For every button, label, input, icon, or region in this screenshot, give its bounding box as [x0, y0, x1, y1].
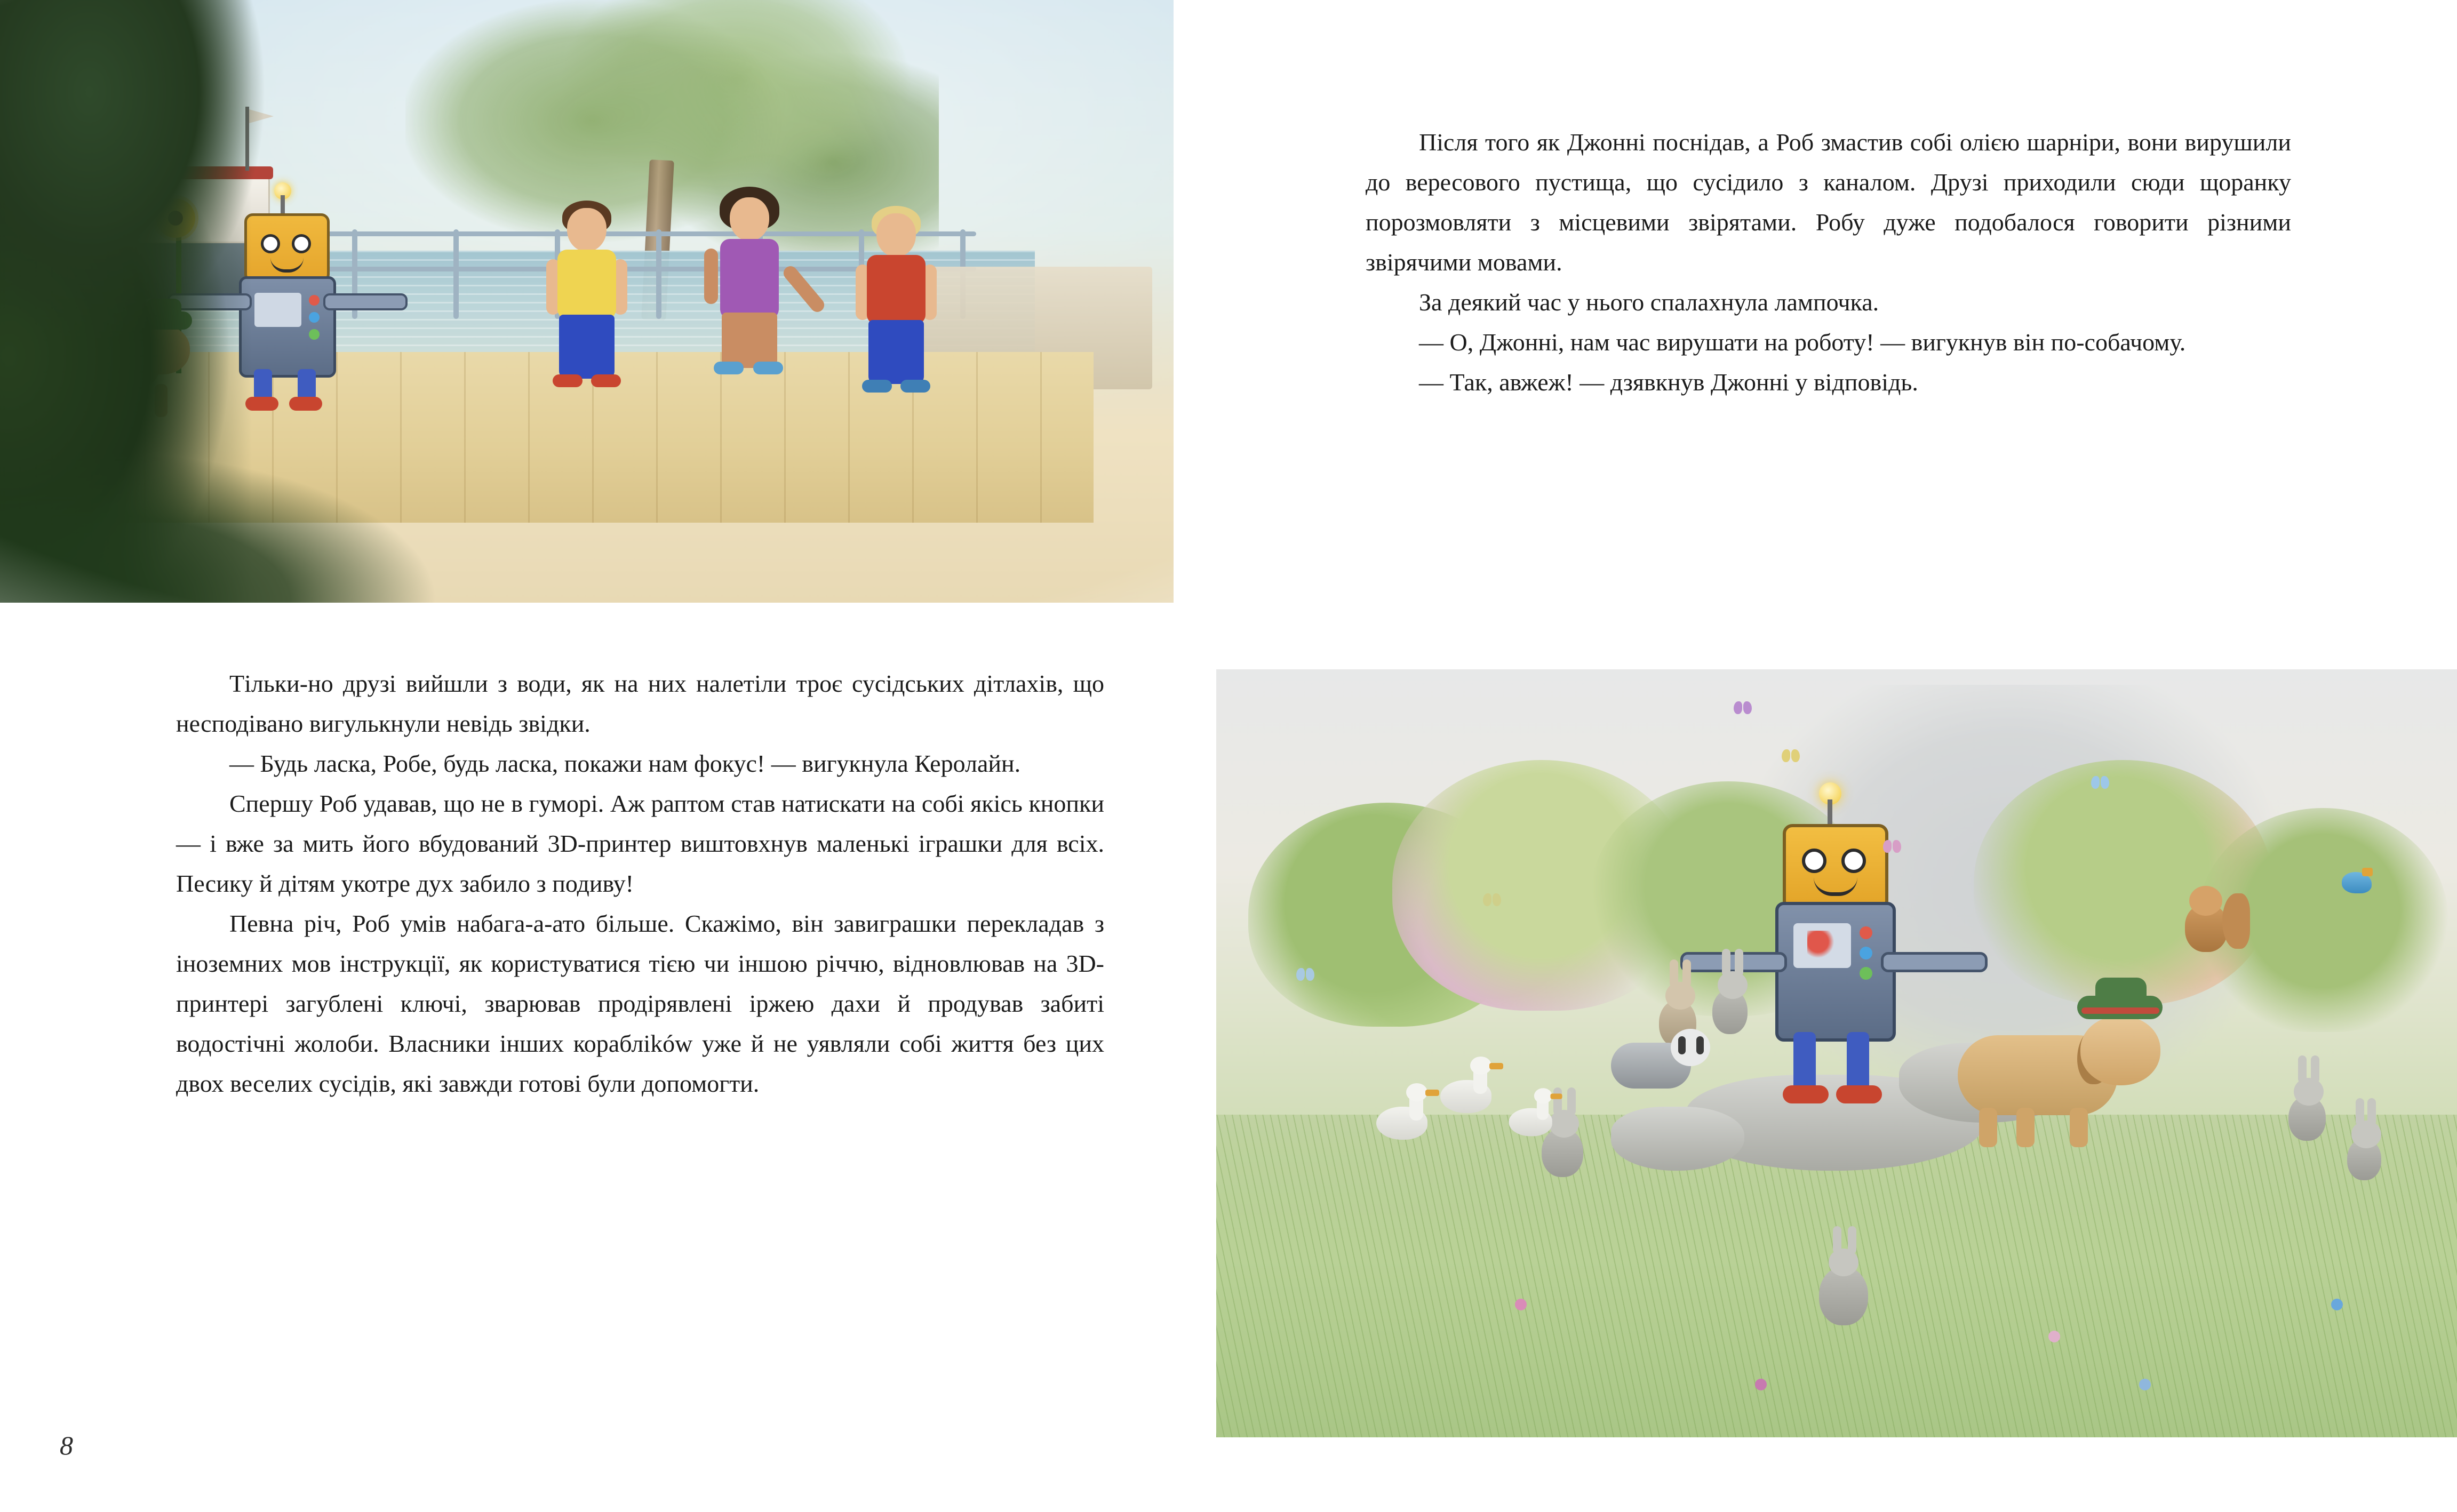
paragraph: Певна річ, Роб умів набага-а-ато більше. Скажімо, він завиграшки перекладав з іноземних мов інструкції, як користуватися тією чи іншою річчю, відновлював на 3D-принтері загублені ключі, зварював продірявлені іржею дахи й продував забиті водостічні жолоби. Власники інших кораблików уже й не уявляли собі життя без цих двох веселих сусідів, які завжди готові були допомогти.: [176, 909, 1104, 1097]
robot-leg-right: [1847, 1032, 1869, 1091]
butterfly-icon: [1734, 701, 1752, 714]
robot-shoe-right: [1836, 1085, 1882, 1103]
robot-head: [1783, 824, 1888, 910]
robot-leg-left: [1793, 1032, 1816, 1091]
child-dress: [720, 239, 779, 319]
child-shoe-right: [900, 380, 930, 393]
page-number: 8: [60, 1430, 73, 1460]
paragraph: — О, Джонні, нам час вирушати на роботу! — вигукнув він по-собачому.: [1419, 328, 2186, 356]
duck-icon: [1509, 1094, 1559, 1138]
child-shirt: [557, 250, 616, 319]
duck-icon: [1376, 1091, 1435, 1142]
paragraph: Після того як Джонні поснідав, а Роб змастив собі олією шарніри, вони вирушили до вересового пустища, що сусідило з каналом. Друзі приходили сюди щоранку порозмовляти з місцевими звірятами. Робу дуже подобалося говорити різними звірячими мовами.: [1366, 129, 2291, 276]
bluebird-beak-icon: [2362, 868, 2373, 876]
child-shoe-left: [553, 374, 583, 387]
rabbit-head: [1718, 971, 1748, 999]
robot-button-green: [1860, 967, 1872, 980]
flower-icon: [1755, 1379, 1767, 1390]
duck-head: [1406, 1083, 1427, 1101]
child-head: [567, 208, 607, 252]
rabbit-icon: [1712, 989, 1748, 1034]
rabbit-icon: [1819, 1267, 1868, 1325]
rabbit-ear: [2311, 1055, 2319, 1083]
dog-leg: [2070, 1108, 2088, 1147]
robot-arm-right: [1881, 952, 1988, 972]
badger-face-stripe: [1678, 1036, 1686, 1054]
duck-head: [1470, 1057, 1491, 1075]
duck-beak: [1550, 1094, 1562, 1099]
squirrel-tail: [2222, 893, 2250, 949]
duck-head: [1534, 1088, 1552, 1103]
railing-post: [656, 229, 661, 319]
paragraph: — Будь ласка, Робе, будь ласка, покажи нам фокус! — вигукнула Керолайн.: [229, 749, 1021, 777]
duck-beak: [1489, 1063, 1503, 1069]
child-boy-blond: [853, 213, 939, 395]
child-shirt: [867, 255, 926, 324]
right-page-text: [1366, 123, 2291, 403]
dog-leg: [1979, 1108, 1997, 1147]
illustration-heath-animals-scene: [1216, 669, 2457, 1437]
rabbit-ear: [2356, 1098, 2364, 1126]
paragraph: — Так, авжеж! — дзявкнув Джонні у відповідь.: [1419, 368, 1918, 396]
robot-body: [1775, 902, 1896, 1042]
child-shoe-right: [591, 374, 621, 387]
dog-hat-band: [2081, 1007, 2159, 1014]
duck-icon: [1440, 1064, 1499, 1115]
child-shorts: [868, 320, 924, 384]
rabbit-icon: [2288, 1096, 2326, 1141]
rabbit-head: [2294, 1078, 2324, 1106]
robot-button-red: [1860, 926, 1872, 939]
robot-antenna-icon: [1828, 799, 1832, 826]
butterfly-icon: [1883, 840, 1901, 853]
child-head: [876, 213, 916, 257]
dog-leg: [2016, 1108, 2035, 1147]
squirrel-icon: [2171, 883, 2251, 963]
dog-head: [2080, 1016, 2160, 1085]
illustration-background: [1216, 669, 2457, 1437]
flower-icon: [2048, 1331, 2060, 1342]
rabbit-ear: [1722, 949, 1730, 977]
illustration-canal-deck-scene: [0, 0, 1174, 603]
robot-eye-right: [1841, 849, 1866, 873]
butterfly-icon: [1296, 968, 1314, 981]
flower-icon: [1515, 1299, 1527, 1310]
stone-icon: [1611, 1107, 1744, 1171]
left-page-text: [176, 664, 1104, 1104]
rabbit-head: [1665, 982, 1695, 1010]
paragraph: Спершу Роб удавав, що не в гуморі. Аж раптом став натискати на собі якісь кнопки — і вже за мить його вбудований 3D-принтер виштовхнув маленькі іграшки для всіх. Песику й дітям укотре дух забило з подиву!: [176, 789, 1104, 897]
dog-johnny: [1947, 984, 2182, 1160]
flower-icon: [2331, 1299, 2343, 1310]
left-page: [0, 0, 1228, 1512]
rabbit-head: [2351, 1121, 2381, 1148]
butterfly-icon: [1483, 893, 1501, 906]
robot-mouth: [1814, 877, 1857, 896]
rabbit-ear: [1833, 1226, 1841, 1254]
butterfly-icon: [1782, 749, 1800, 762]
paragraph: Тільки-но друзі вийшли з води, як на них налетіли троє сусідських дітлахів, що несподівано вигулькнули невідь звідки.: [176, 670, 1104, 737]
foliage-dark-bottom: [0, 421, 608, 603]
illustration-background: [0, 0, 1174, 603]
robot-arm-left: [1680, 952, 1787, 972]
child-head: [730, 197, 769, 241]
robot-shoe-left: [1783, 1085, 1829, 1103]
child-shoe-left: [714, 362, 744, 374]
butterfly-icon: [2091, 776, 2109, 789]
rabbit-ear: [2367, 1098, 2376, 1126]
robot-paint-splash: [1807, 931, 1834, 958]
child-legs: [722, 313, 777, 368]
badger-face-stripe: [1696, 1036, 1704, 1054]
child-girl-caroline: [704, 197, 795, 389]
rabbit-ear: [2298, 1055, 2307, 1083]
squirrel-head: [2189, 886, 2222, 916]
rabbit-icon: [2347, 1139, 2381, 1180]
child-arm-left: [704, 249, 718, 304]
paragraph: За деякий час у нього спалахнула лампочка.: [1419, 288, 1879, 316]
child-shoe-left: [862, 380, 892, 393]
badger-icon: [1611, 1021, 1712, 1096]
rabbit-ear: [1670, 959, 1678, 987]
child-shorts: [559, 315, 615, 379]
child-boy-curly: [544, 208, 629, 395]
robot-button-blue: [1860, 947, 1872, 959]
child-shoe-right: [753, 362, 783, 374]
duck-beak: [1425, 1090, 1439, 1096]
rabbit-ear: [1848, 1226, 1856, 1254]
rabbit-ear: [1567, 1087, 1576, 1115]
railing-post: [453, 229, 459, 319]
robot-eye-left: [1802, 849, 1826, 873]
rabbit-ear: [1682, 959, 1691, 987]
flower-icon: [2139, 1379, 2151, 1390]
rabbit-ear: [1735, 949, 1743, 977]
badger-head: [1671, 1029, 1710, 1066]
